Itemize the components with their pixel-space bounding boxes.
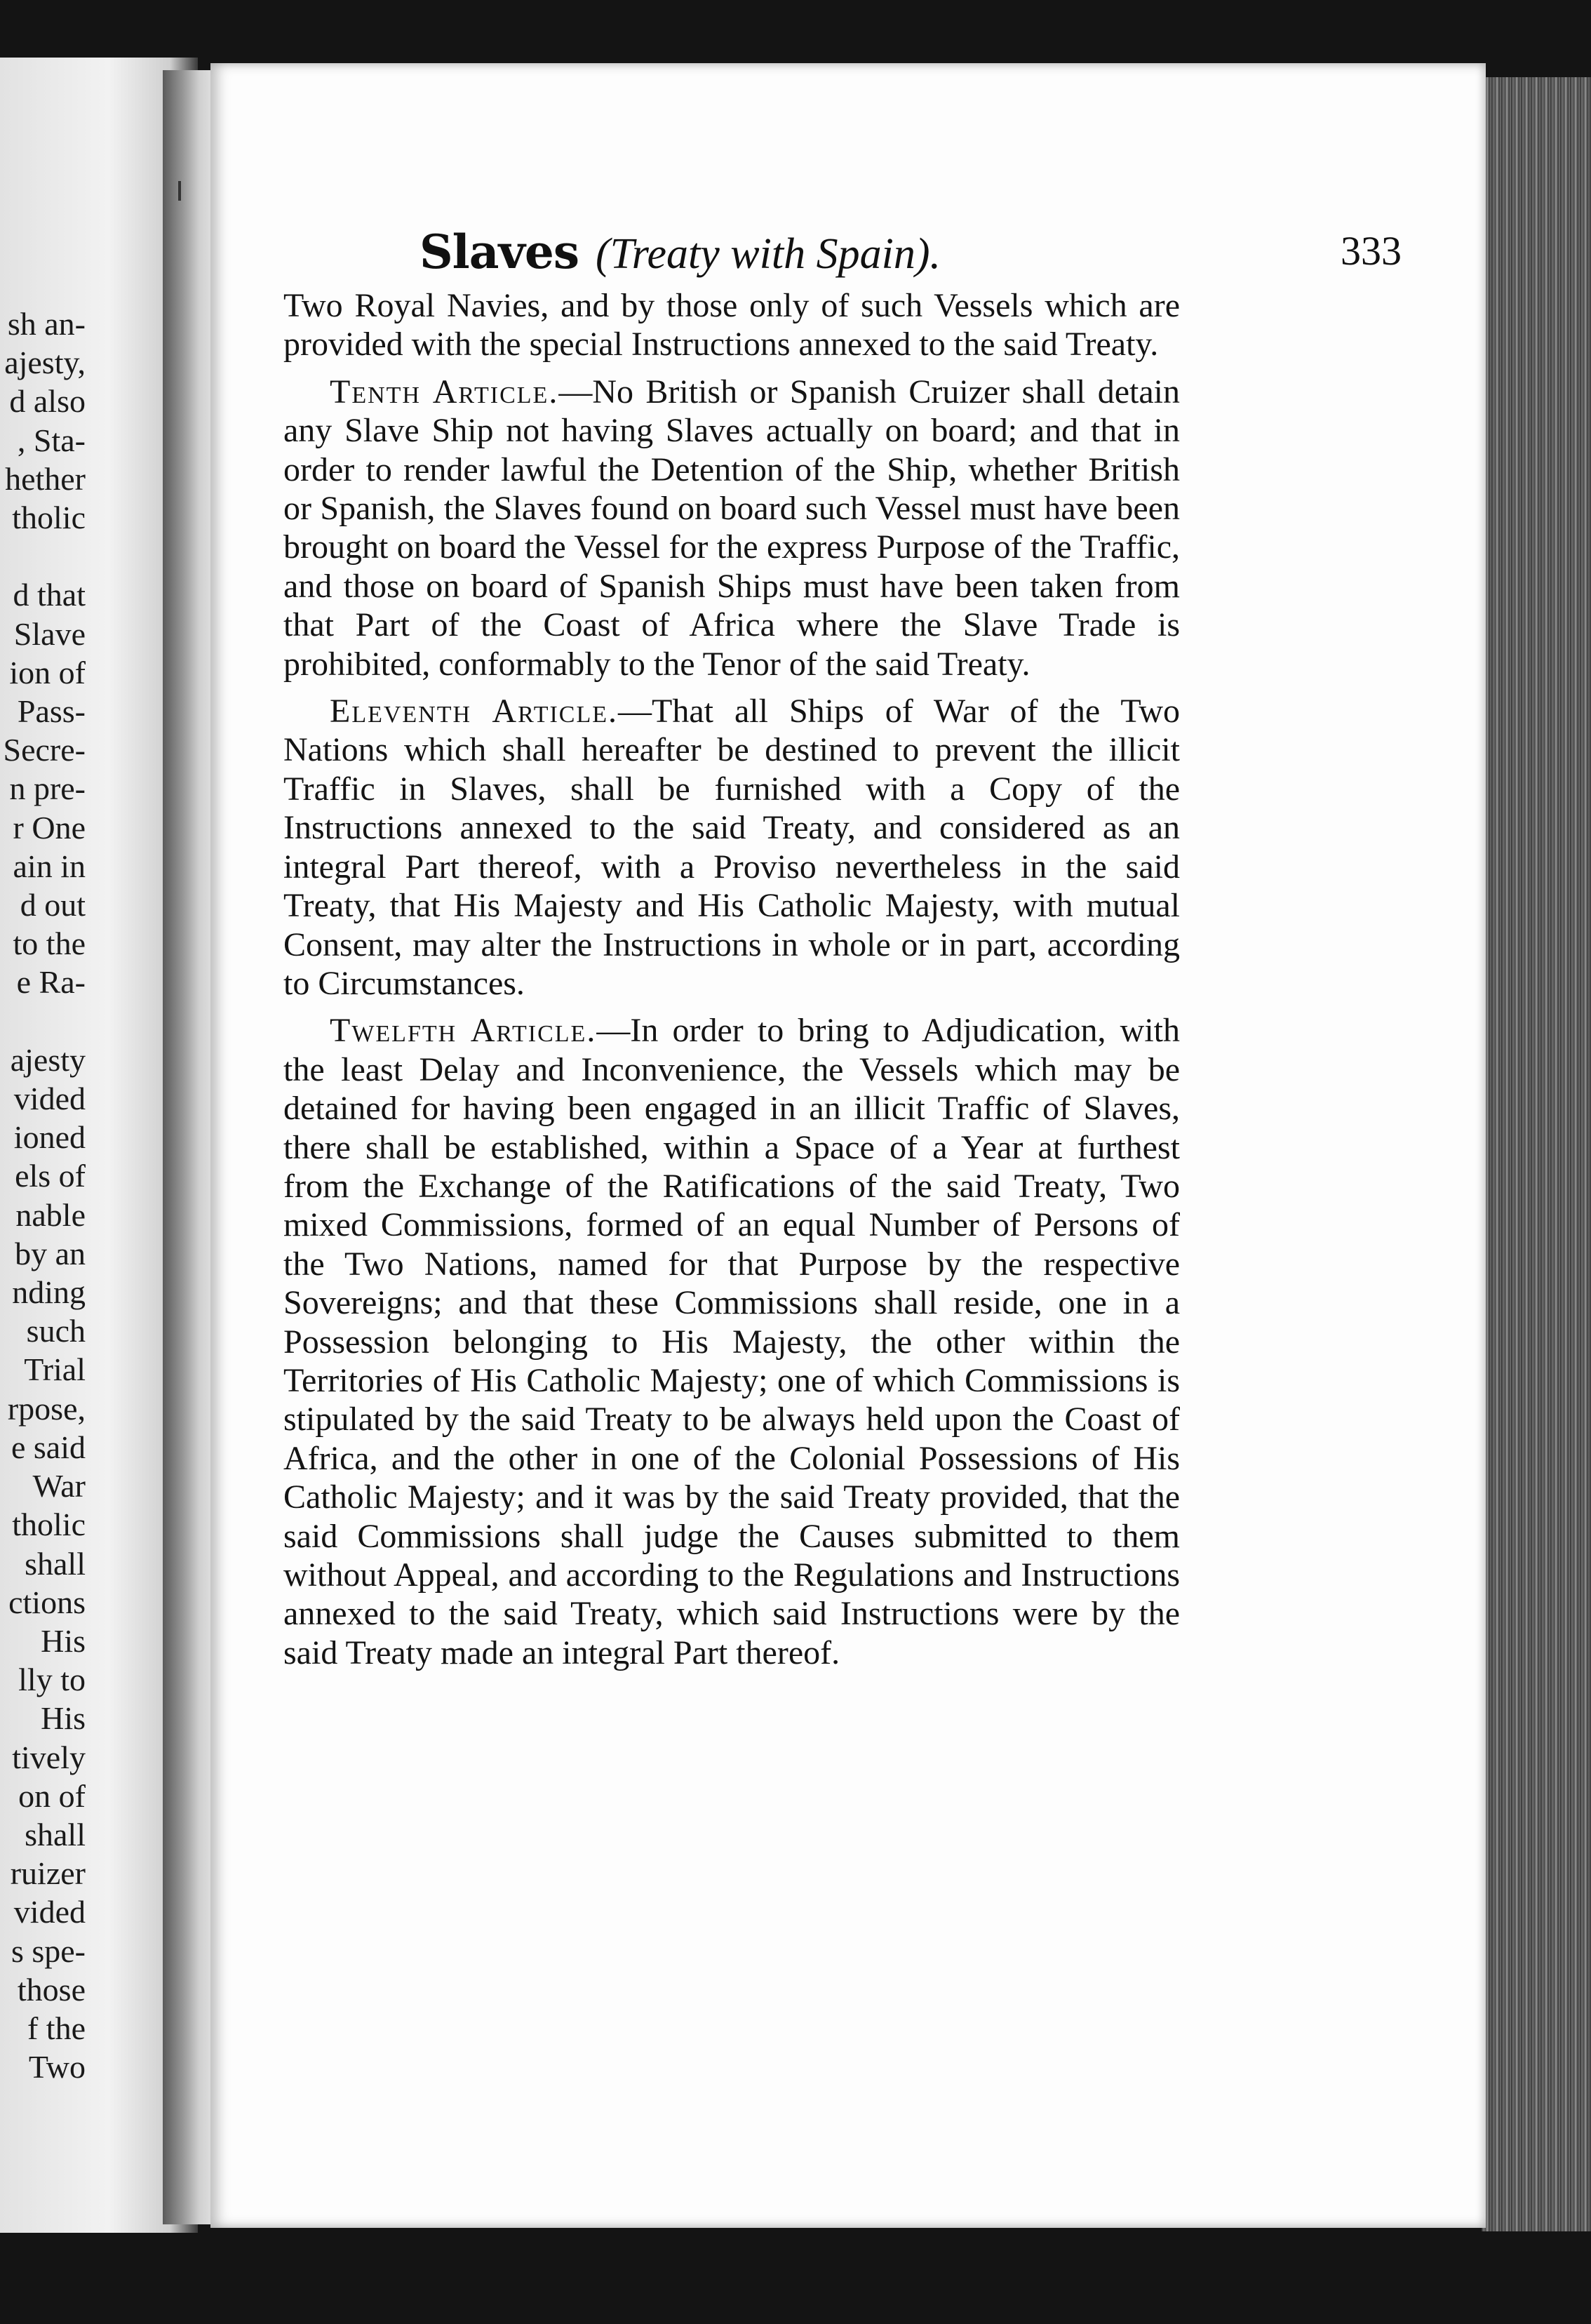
left-page-line: Secre-: [3, 732, 86, 768]
left-page-line: shall: [25, 1545, 86, 1582]
left-page-line: rpose,: [7, 1390, 86, 1427]
running-title: [419, 225, 941, 279]
left-page-line: vided: [13, 1894, 86, 1930]
left-page-line: sh an-: [7, 306, 86, 342]
left-page-line: Trial: [24, 1351, 86, 1388]
left-page-line: lly to: [18, 1662, 86, 1698]
left-page-line: ajesty,: [4, 345, 86, 381]
page-header: [419, 225, 1402, 288]
left-page-line: His: [41, 1700, 86, 1737]
left-page-line: d that: [13, 577, 86, 613]
left-page-line: r One: [13, 809, 86, 846]
left-page-line: ruizer: [10, 1855, 86, 1892]
left-page-line: tholic: [12, 1507, 86, 1543]
left-page-line: ion of: [9, 654, 86, 690]
left-page-line: Pass-: [17, 693, 86, 730]
page-number: 333: [1341, 228, 1402, 274]
left-page-line: His: [41, 1622, 86, 1659]
left-page-line: nding: [12, 1274, 86, 1311]
left-page-line: shall: [25, 1816, 86, 1852]
left-page-line: to the: [13, 926, 86, 962]
left-page-line: tholic: [12, 500, 86, 536]
article-text: —No British or Spanish Cruizer shall detain any Slave Ship not having Slaves actually on board; and that in order to render lawful the Detention of the Ship, whether British or Spanish, the Slaves found on board such Vessel must have been brought on board the Vessel for the express Purpose of the Traffic, and those on board of Spanish Ships must have been taken from that Part of the Coast of Africa where the Slave Trade is prohibited, conformably to the Tenor of the said Treaty.: [283, 373, 1181, 683]
left-page-line: d also: [9, 383, 86, 420]
page-edge-stack: [1482, 77, 1591, 2231]
left-page-line: ctions: [8, 1584, 86, 1620]
left-page-line: [0, 1002, 86, 1041]
left-page-line: by an: [15, 1235, 86, 1271]
left-page-line: f the: [27, 2010, 86, 2046]
left-page-line: e said: [11, 1429, 86, 1465]
continuation-paragraph: Two Royal Navies, and by those only of such Vessels which are provided with the special Instructions annexed to the said Treaty.: [283, 287, 1180, 363]
left-page-line: those: [17, 1971, 86, 2008]
article-tenth: [283, 373, 1180, 683]
body-text: [283, 286, 1180, 1681]
left-page-line: els of: [15, 1158, 86, 1194]
running-title-italic: (Treaty with Spain).: [596, 230, 941, 278]
article-twelfth: [283, 1011, 1180, 1672]
left-page-line: s spe-: [11, 1932, 86, 1969]
left-page-line: War: [32, 1468, 86, 1504]
article-eleventh: [283, 692, 1180, 1003]
left-page-line: ioned: [13, 1119, 86, 1156]
margin-mark: [178, 181, 181, 201]
left-page-line: ain in: [13, 848, 86, 884]
article-label: Tenth Article.: [330, 373, 559, 410]
left-page-line-ends: [0, 305, 86, 2086]
left-page-line: hether: [5, 460, 86, 497]
left-page-line: e Ra-: [16, 964, 86, 1001]
left-page-line: on of: [18, 1777, 86, 1814]
left-page-line: Slave: [13, 615, 86, 652]
left-page-line: vided: [13, 1081, 86, 1117]
left-page-line: such: [26, 1313, 86, 1349]
article-text: —In order to bring to Adjudication, with the least Delay and Inconvenience, the Vessels which may be detained for having been engaged in an illicit Traffic of Slaves, there shall be established, within a Space of a Year at furthest from the Exchange of the Ratifications of the said Treaty, Two mixed Commissions, formed of an equal Number of Persons of the Two Nations, named for that Purpose by the respective Sovereigns; and that these Commissions shall reside, one in a Possession belonging to His Majesty, the other within the Territories of His Catholic Majesty; one of which Commissions is stipulated by the said Treaty to be always held upon the Coast of Africa, and the other in one of the Colonial Possessions of His Catholic Majesty; and it was by the said Treaty provided, that the said Commissions shall judge the Causes submitted to them without Appeal, and according to the Regulations and Instructions annexed to the said Treaty, which said Instructions were by the said Treaty made an integral Part thereof.: [283, 1012, 1180, 1671]
left-page-line: ajesty: [10, 1041, 86, 1078]
left-page-line: [0, 537, 86, 575]
left-page-line: Two: [28, 2049, 86, 2085]
left-page-line: d out: [20, 887, 86, 923]
article-text: —That all Ships of War of the Two Nations which shall hereafter be destined to prevent the illicit Traffic in Slaves, shall be furnished with a Copy of the Instructions annexed to the said Treaty, and considered as an integral Part thereof, with a Proviso nevertheless in the said Treaty, that His Majesty and His Catholic Majesty, with mutual Consent, may alter the Instructions in whole or in part, according to Circumstances.: [283, 693, 1181, 1002]
left-page-line: nable: [15, 1196, 86, 1233]
left-page-line: tively: [12, 1739, 86, 1775]
left-page-line: , Sta-: [17, 422, 86, 458]
article-label: Twelfth Article.: [330, 1012, 597, 1050]
left-page-line: n pre-: [9, 770, 86, 807]
running-title-blackletter: Slaves: [419, 225, 579, 279]
article-label: Eleventh Article.: [330, 693, 619, 730]
